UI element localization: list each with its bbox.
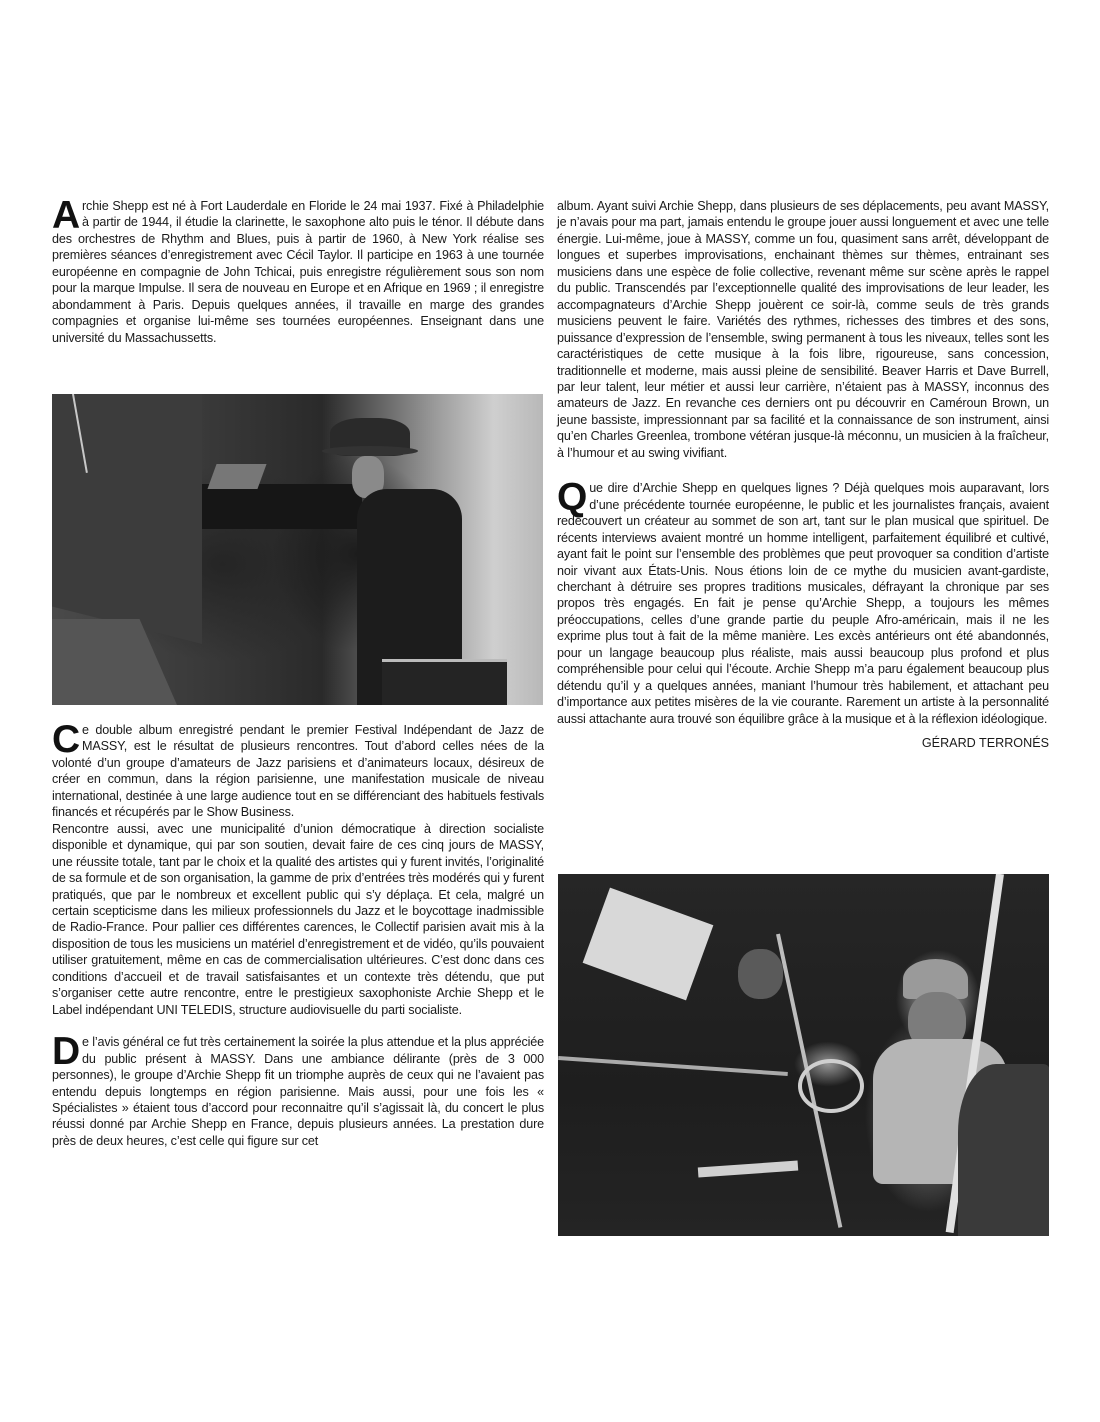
drop-cap: C — [52, 718, 81, 761]
photo-trombonist-and-bassist — [558, 874, 1049, 1236]
paragraph-text: e l’avis général ce fut très certainement la soirée la plus attendue et la plus appréciée du public présent à MASSY. Dans une ambiance délirante (près de 3 000 personnes), le groupe d’Archie Shepp fit un triomphe auprès de ceux qui ne l’avaient pas entendu depuis longtemps en région parisienne. Mais aussi, pour une fois les « Spécialistes » étaient tous d’accord pour reconnaitre qu’il s’agissait là, du concert le plus réussi donné par Archie Shepp en France, depuis plusieurs années. La prestation dure près de deux heures, c’est celle qui figure sur cet — [52, 1035, 545, 1148]
left-column-lower — [52, 718, 545, 1149]
drop-cap: A — [52, 194, 81, 237]
paragraph-portrait — [557, 476, 1049, 727]
left-column — [52, 194, 544, 346]
paragraph-festival-continuation: Rencontre aussi, avec une municipalité d’union démocratique à direction socialiste disponible et dynamique, qui par son soutien, devait faire de ces cinq jours de MASSY, une réussite totale, tant par le choix et la qualité des artistes qui y furent invités, l’originalité de sa formule et de son organisation, la gamme de prix d’entrées très modérés qui y furent pratiqués, que par le nombreux et excellent public qui s’y déplaça. Et cela, malgré un certain scepticisme dans les milieux professionnels du Jazz et le boycottage inadmissible de Radio-France. Pour pallier ces différentes carences, le Collectif parisien avait mis à la disposition de tous les musiciens un matériel d’enregistrement et de vidéo, qu’ils pouvaient utiliser gratuitement, même en cas de commercialisation ultérieures. C’est donc dans ces conditions d’accueil et de travail satisfaisantes et un contexte très détendu, que put s’organiser cette autre rencontre, entre le prestigieux saxophoniste Archie Shepp et le Label indépendant UNI TELEDIS, structure audiovisuelle du parti socialiste. — [52, 821, 544, 1017]
paragraph-festival — [52, 718, 544, 821]
right-column — [557, 198, 1049, 752]
paragraph-biography — [52, 194, 544, 346]
drop-cap: D — [52, 1030, 81, 1074]
paragraph-text: rchie Shepp est né à Fort Lauderdale en Floride le 24 mai 1937. Fixé à Philadelphie à partir de 1944, il étudie la clarinette, le saxophone alto puis le ténor. Il débute dans des orchestres de Rhythm and Blues, puis à partir de 1960, à New York réalise ses premières séances d’enregistrement avec Cécil Taylor. Il participe en 1963 à une tournée européenne en compagnie de John Tchicai, puis enregistre régulièrement sous son nom pour la marque Impulse. Il sera de nouveau en Europe et en Afrique en 1969 ; il enregistre abondamment à Paris. Depuis quelques années, il travaille en marge des grandes compagnies et organise lui-même ses tournées européennes. Enseignant dans une université du Massachussetts. — [52, 199, 544, 345]
paragraph-text: ue dire d’Archie Shepp en quelques lignes ? Déjà quelques mois auparavant, lors d’une précédente tournée européenne, le public et les journalistes français, avaient redécouvert un créateur au sommet de son art, tant sur le plan musical que spirituel. De récents interviews avaient montré un homme intelligent, parfaitement équilibré et cultivé, ayant fait le point sur l’ensemble des problèmes que peut provoquer sa condition d’artiste noir vivant aux États-Unis. Nous étions loin de ce mythe du musicien avant-gardiste, cherchant à détruire ses propres traditions musicales, défrayant la chronique par ses propos très engagés. En fait je pense qu’Archie Shepp, a toujours les mêmes préoccupations, celles d’une grande partie du peuple Afro-américain, mais il ne les exprime plus tout à fait de la même manière. Les excès antérieurs ont été abandonnés, pour un langage beaucoup plus réaliste, mais aussi beaucoup plus profond et plus compréhensible pour celui qui l’écoute. Archie Shepp m’a paru également beaucoup plus détendu qu’il y a quelques années, maniant l’humour très habilement, et attachant peu d’importance aux petites misères de la vie courante. Rarement un artiste à la personnalité aussi attachante aura trouvé son équilibre grâce à la musique et à la réflexion idéologique. — [557, 481, 1049, 726]
drop-cap: Q — [557, 476, 588, 520]
paragraph-musicians: album. Ayant suivi Archie Shepp, dans plusieurs de ses déplacements, peu avant MASSY, je n’avais pour ma part, jamais entendu le groupe jouer aussi longuement et avec une telle énergie. Lui-même, joue à MASSY, comme un fou, quasiment sans arrêt, développant de longues et superbes improvisations, enchainant thèmes sur thèmes, entrainant ses musiciens dans une espèce de folie collective, revenant même sur scène après le rappel du public. Transcendés par l’exceptionnelle qualité des improvisations de leur leader, les accompagnateurs d’Archie Shepp jouèrent ce soir-là, comme seuls de très grands musiciens peuvent le faire. Variétés des rythmes, richesses des timbres et des sons, puissance d’expression de l’ensemble, swing permanent à tous les niveaux, telles sont les caractéristiques de cette musique à la fois libre, rigoureuse, sans concession, traditionnelle et moderne, mais aussi pleine de sensibilité. Beaver Harris et Dave Burrell, par leur talent, leur métier et aussi leur carrière, n’étaient pas à MASSY, inconnus des amateurs de Jazz. En revanche ces derniers ont pu découvrir en Caméroun Brown, un jeune bassiste, impressionnant par sa facilité et la connaissance de son instrument, ainsi qu’en Charles Greenlea, trombone vétéran jusque-là méconnu, un musicien à la fraîcheur, à l’humour et au swing vivifiant. — [557, 199, 1049, 460]
author-signature: GÉRARD TERRONÉS — [921, 736, 1049, 751]
paragraph-concert — [52, 1030, 545, 1149]
photo-pianist — [52, 394, 543, 705]
paragraph-text: e double album enregistré pendant le premier Festival Indépendant de Jazz de MASSY, est le résultat de plusieurs rencontres. Tout d’abord celles nées de la volonté d’un groupe d’amateurs de Jazz parisiens et d’animateurs locaux, désireux de créer en commun, dans la région parisienne, une manifestation musicale de niveau international, destinée à une large audience tout en se différenciant des habituels festivals financés et récupérés par le Show Business. — [52, 723, 544, 820]
